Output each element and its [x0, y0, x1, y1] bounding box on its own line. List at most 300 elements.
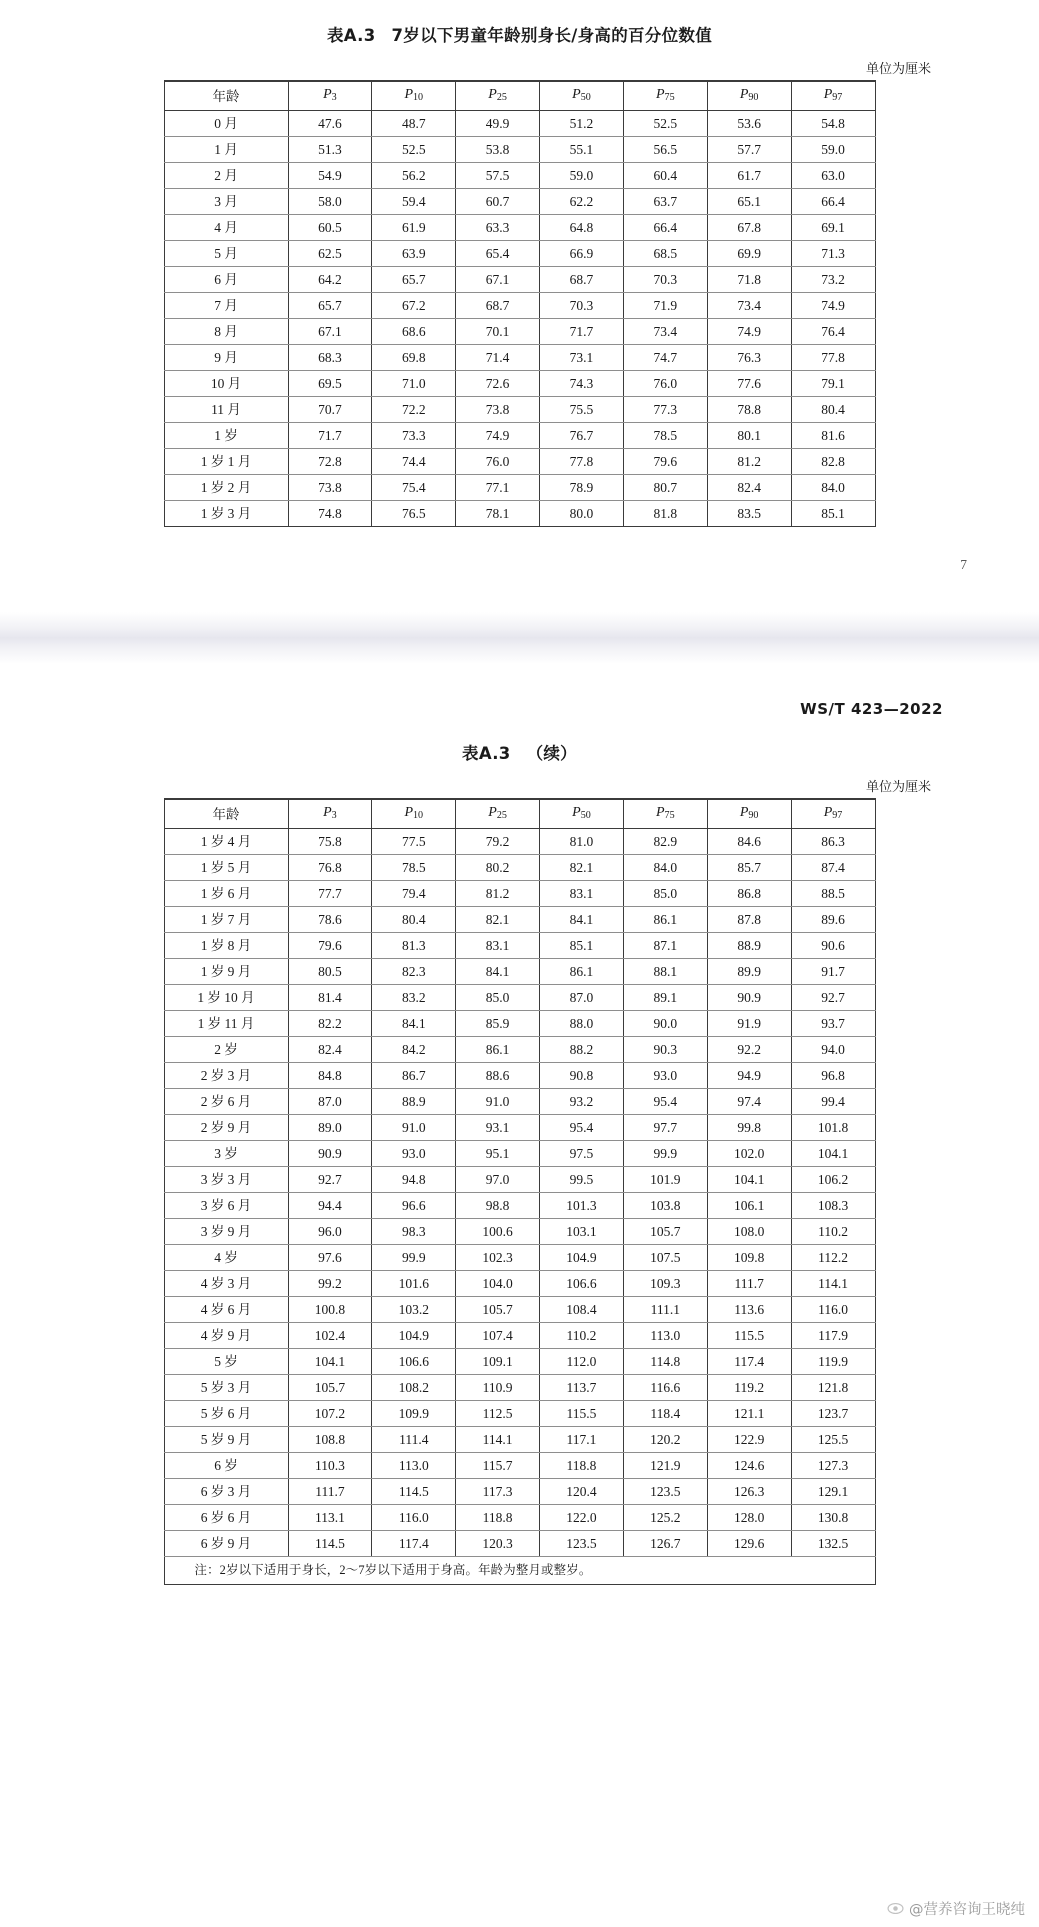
cell-p97: 106.2 [791, 1167, 875, 1193]
cell-p75: 77.3 [623, 397, 707, 423]
cell-p10: 86.7 [372, 1063, 456, 1089]
cell-p50: 77.8 [540, 449, 624, 475]
table-row [164, 1375, 875, 1401]
cell-p75: 101.9 [623, 1167, 707, 1193]
cell-p90: 78.8 [707, 397, 791, 423]
cell-age: 1 岁 5 月 [164, 855, 288, 881]
cell-p50: 101.3 [540, 1193, 624, 1219]
cell-p25: 105.7 [456, 1297, 540, 1323]
cell-p25: 107.4 [456, 1323, 540, 1349]
table-a3-title [0, 0, 1039, 48]
cell-p25: 63.3 [456, 215, 540, 241]
table-header-row [164, 799, 875, 829]
cell-p90: 124.6 [707, 1453, 791, 1479]
cell-p90: 113.6 [707, 1297, 791, 1323]
cell-p10: 106.6 [372, 1349, 456, 1375]
cell-p25: 67.1 [456, 267, 540, 293]
cell-p97: 74.9 [791, 293, 875, 319]
cell-p50: 76.7 [540, 423, 624, 449]
cell-p50: 104.9 [540, 1245, 624, 1271]
table-note-row [164, 1557, 875, 1585]
cell-p50: 97.5 [540, 1141, 624, 1167]
cell-p50: 108.4 [540, 1297, 624, 1323]
cell-p25: 86.1 [456, 1037, 540, 1063]
cell-p75: 111.1 [623, 1297, 707, 1323]
weibo-eye-icon [887, 1900, 904, 1917]
cell-p25: 98.8 [456, 1193, 540, 1219]
cell-age: 2 月 [164, 163, 288, 189]
table-row [164, 423, 875, 449]
cell-p25: 77.1 [456, 475, 540, 501]
cell-p97: 71.3 [791, 241, 875, 267]
cell-p97: 125.5 [791, 1427, 875, 1453]
cell-p50: 73.1 [540, 345, 624, 371]
table-a3-title-prefix: 表A.3 [326, 26, 376, 45]
cell-age: 1 岁 11 月 [164, 1011, 288, 1037]
cell-p75: 93.0 [623, 1063, 707, 1089]
table-row [164, 1193, 875, 1219]
cell-p50: 103.1 [540, 1219, 624, 1245]
table-a3-title-text: 7岁以下男童年龄别身长/身高的百分位数值 [391, 26, 713, 45]
cell-p25: 81.2 [456, 881, 540, 907]
cell-p3: 58.0 [288, 189, 372, 215]
cell-age: 6 岁 9 月 [164, 1531, 288, 1557]
cell-p90: 87.8 [707, 907, 791, 933]
cell-p3: 82.2 [288, 1011, 372, 1037]
cell-p97: 59.0 [791, 137, 875, 163]
cell-p50: 117.1 [540, 1427, 624, 1453]
cell-p10: 80.4 [372, 907, 456, 933]
cell-p50: 115.5 [540, 1401, 624, 1427]
cell-p25: 73.8 [456, 397, 540, 423]
document-page-1 [0, 0, 1039, 612]
table-a3-cont-title-prefix: 表A.3 [462, 744, 511, 763]
cell-p50: 51.2 [540, 111, 624, 137]
table-a3-header [164, 81, 875, 111]
cell-p75: 81.8 [623, 501, 707, 527]
cell-p97: 80.4 [791, 397, 875, 423]
column-header-age: 年龄 [164, 799, 288, 829]
cell-p3: 65.7 [288, 293, 372, 319]
cell-p75: 118.4 [623, 1401, 707, 1427]
table-row [164, 241, 875, 267]
column-header-subscript: 10 [413, 92, 424, 104]
cell-p50: 95.4 [540, 1115, 624, 1141]
cell-p25: 109.1 [456, 1349, 540, 1375]
cell-p3: 73.8 [288, 475, 372, 501]
cell-p97: 119.9 [791, 1349, 875, 1375]
column-header-subscript: 10 [413, 810, 424, 822]
cell-age: 5 岁 3 月 [164, 1375, 288, 1401]
cell-p97: 123.7 [791, 1401, 875, 1427]
table-row [164, 1531, 875, 1557]
cell-p3: 104.1 [288, 1349, 372, 1375]
cell-p25: 71.4 [456, 345, 540, 371]
cell-p75: 121.9 [623, 1453, 707, 1479]
cell-age: 1 岁 8 月 [164, 933, 288, 959]
cell-p25: 65.4 [456, 241, 540, 267]
cell-age: 1 岁 [164, 423, 288, 449]
cell-p97: 54.8 [791, 111, 875, 137]
cell-p90: 74.9 [707, 319, 791, 345]
cell-p3: 99.2 [288, 1271, 372, 1297]
cell-p97: 69.1 [791, 215, 875, 241]
cell-p75: 103.8 [623, 1193, 707, 1219]
cell-p50: 55.1 [540, 137, 624, 163]
cell-p3: 69.5 [288, 371, 372, 397]
page-separator [0, 612, 1039, 664]
cell-p75: 126.7 [623, 1531, 707, 1557]
cell-p50: 66.9 [540, 241, 624, 267]
cell-p3: 74.8 [288, 501, 372, 527]
cell-p50: 71.7 [540, 319, 624, 345]
cell-p3: 114.5 [288, 1531, 372, 1557]
cell-age: 2 岁 3 月 [164, 1063, 288, 1089]
page-number: 7 [960, 557, 967, 573]
cell-age: 6 岁 [164, 1453, 288, 1479]
cell-p25: 76.0 [456, 449, 540, 475]
cell-age: 2 岁 [164, 1037, 288, 1063]
cell-p97: 87.4 [791, 855, 875, 881]
cell-p97: 89.6 [791, 907, 875, 933]
cell-p75: 76.0 [623, 371, 707, 397]
cell-p90: 71.8 [707, 267, 791, 293]
cell-p75: 86.1 [623, 907, 707, 933]
column-header-p50: $P_{50}$ [540, 799, 624, 829]
cell-p50: 83.1 [540, 881, 624, 907]
cell-p25: 74.9 [456, 423, 540, 449]
watermark-text: @营养咨询王晓纯 [909, 1902, 1025, 1918]
cell-p10: 65.7 [372, 267, 456, 293]
table-row [164, 215, 875, 241]
column-header-p10: $P_{10}$ [372, 799, 456, 829]
cell-age: 5 岁 9 月 [164, 1427, 288, 1453]
cell-p75: 99.9 [623, 1141, 707, 1167]
cell-p75: 82.9 [623, 829, 707, 855]
cell-p10: 77.5 [372, 829, 456, 855]
cell-p10: 99.9 [372, 1245, 456, 1271]
cell-p50: 93.2 [540, 1089, 624, 1115]
cell-p3: 71.7 [288, 423, 372, 449]
table-row [164, 1479, 875, 1505]
cell-p75: 84.0 [623, 855, 707, 881]
table-row [164, 959, 875, 985]
cell-p90: 90.9 [707, 985, 791, 1011]
cell-p50: 88.0 [540, 1011, 624, 1037]
cell-p10: 81.3 [372, 933, 456, 959]
cell-p90: 85.7 [707, 855, 791, 881]
cell-p50: 78.9 [540, 475, 624, 501]
cell-p3: 100.8 [288, 1297, 372, 1323]
cell-p3: 92.7 [288, 1167, 372, 1193]
cell-p3: 111.7 [288, 1479, 372, 1505]
cell-p25: 79.2 [456, 829, 540, 855]
table-row [164, 1245, 875, 1271]
cell-age: 4 岁 [164, 1245, 288, 1271]
cell-p25: 53.8 [456, 137, 540, 163]
cell-p97: 85.1 [791, 501, 875, 527]
table-row [164, 1427, 875, 1453]
cell-p90: 121.1 [707, 1401, 791, 1427]
cell-p3: 102.4 [288, 1323, 372, 1349]
column-header-subscript: 3 [331, 810, 337, 822]
table-row [164, 1297, 875, 1323]
cell-p10: 101.6 [372, 1271, 456, 1297]
cell-p3: 108.8 [288, 1427, 372, 1453]
cell-p90: 108.0 [707, 1219, 791, 1245]
cell-p10: 88.9 [372, 1089, 456, 1115]
cell-p25: 72.6 [456, 371, 540, 397]
cell-p10: 84.1 [372, 1011, 456, 1037]
cell-p50: 80.0 [540, 501, 624, 527]
cell-age: 1 岁 3 月 [164, 501, 288, 527]
cell-p25: 85.0 [456, 985, 540, 1011]
column-header-subscript: 75 [664, 92, 675, 104]
cell-p97: 90.6 [791, 933, 875, 959]
cell-p25: 95.1 [456, 1141, 540, 1167]
cell-p90: 53.6 [707, 111, 791, 137]
cell-p97: 117.9 [791, 1323, 875, 1349]
cell-p97: 127.3 [791, 1453, 875, 1479]
column-header-subscript: 75 [664, 810, 675, 822]
column-header-p25: $P_{25}$ [456, 81, 540, 111]
cell-p10: 108.2 [372, 1375, 456, 1401]
cell-p75: 70.3 [623, 267, 707, 293]
cell-p10: 94.8 [372, 1167, 456, 1193]
cell-p90: 65.1 [707, 189, 791, 215]
cell-p75: 78.5 [623, 423, 707, 449]
cell-p50: 86.1 [540, 959, 624, 985]
cell-age: 4 月 [164, 215, 288, 241]
cell-p10: 75.4 [372, 475, 456, 501]
cell-p25: 60.7 [456, 189, 540, 215]
cell-p75: 71.9 [623, 293, 707, 319]
cell-p50: 88.2 [540, 1037, 624, 1063]
cell-p10: 72.2 [372, 397, 456, 423]
cell-p90: 128.0 [707, 1505, 791, 1531]
cell-p10: 61.9 [372, 215, 456, 241]
cell-p3: 113.1 [288, 1505, 372, 1531]
column-header-subscript: 90 [748, 810, 759, 822]
column-header-subscript: 25 [496, 810, 507, 822]
cell-p10: 109.9 [372, 1401, 456, 1427]
cell-p25: 82.1 [456, 907, 540, 933]
cell-p10: 74.4 [372, 449, 456, 475]
cell-p10: 56.2 [372, 163, 456, 189]
cell-p75: 52.5 [623, 111, 707, 137]
cell-p97: 82.8 [791, 449, 875, 475]
cell-p25: 84.1 [456, 959, 540, 985]
cell-p10: 84.2 [372, 1037, 456, 1063]
table-a3-cont-body [164, 829, 875, 1585]
cell-p50: 113.7 [540, 1375, 624, 1401]
cell-p97: 93.7 [791, 1011, 875, 1037]
cell-p97: 116.0 [791, 1297, 875, 1323]
cell-age: 4 岁 9 月 [164, 1323, 288, 1349]
cell-p97: 129.1 [791, 1479, 875, 1505]
cell-p50: 120.4 [540, 1479, 624, 1505]
cell-p10: 73.3 [372, 423, 456, 449]
document-page-2 [0, 664, 1039, 1927]
table-a3-cont-title [0, 718, 1039, 766]
cell-age: 4 岁 6 月 [164, 1297, 288, 1323]
cell-p50: 99.5 [540, 1167, 624, 1193]
cell-p25: 68.7 [456, 293, 540, 319]
cell-p90: 117.4 [707, 1349, 791, 1375]
cell-p90: 111.7 [707, 1271, 791, 1297]
column-header-p75: $P_{75}$ [623, 81, 707, 111]
table-row [164, 1323, 875, 1349]
cell-p10: 98.3 [372, 1219, 456, 1245]
cell-p50: 75.5 [540, 397, 624, 423]
cell-age: 6 月 [164, 267, 288, 293]
cell-p90: 119.2 [707, 1375, 791, 1401]
cell-p3: 78.6 [288, 907, 372, 933]
cell-p50: 118.8 [540, 1453, 624, 1479]
cell-p10: 59.4 [372, 189, 456, 215]
cell-p10: 113.0 [372, 1453, 456, 1479]
cell-p25: 83.1 [456, 933, 540, 959]
cell-age: 1 岁 1 月 [164, 449, 288, 475]
column-header-p50: $P_{50}$ [540, 81, 624, 111]
cell-p3: 75.8 [288, 829, 372, 855]
cell-p90: 92.2 [707, 1037, 791, 1063]
cell-p75: 90.0 [623, 1011, 707, 1037]
cell-p50: 110.2 [540, 1323, 624, 1349]
cell-p75: 80.7 [623, 475, 707, 501]
cell-p3: 105.7 [288, 1375, 372, 1401]
cell-p75: 90.3 [623, 1037, 707, 1063]
cell-age: 9 月 [164, 345, 288, 371]
cell-p10: 96.6 [372, 1193, 456, 1219]
cell-p25: 57.5 [456, 163, 540, 189]
cell-p10: 69.8 [372, 345, 456, 371]
cell-p3: 110.3 [288, 1453, 372, 1479]
cell-p75: 109.3 [623, 1271, 707, 1297]
cell-p50: 112.0 [540, 1349, 624, 1375]
column-header-subscript: 90 [748, 92, 759, 104]
cell-p97: 77.8 [791, 345, 875, 371]
cell-p25: 102.3 [456, 1245, 540, 1271]
cell-p3: 107.2 [288, 1401, 372, 1427]
table-a3-cont-unit-label: 单位为厘米 [865, 779, 931, 794]
cell-p3: 67.1 [288, 319, 372, 345]
table-row [164, 319, 875, 345]
cell-p3: 97.6 [288, 1245, 372, 1271]
cell-p10: 68.6 [372, 319, 456, 345]
cell-p75: 85.0 [623, 881, 707, 907]
cell-p10: 48.7 [372, 111, 456, 137]
cell-p97: 112.2 [791, 1245, 875, 1271]
cell-p90: 94.9 [707, 1063, 791, 1089]
cell-age: 1 岁 4 月 [164, 829, 288, 855]
cell-p90: 115.5 [707, 1323, 791, 1349]
cell-p3: 79.6 [288, 933, 372, 959]
table-row [164, 907, 875, 933]
cell-p25: 88.6 [456, 1063, 540, 1089]
cell-p97: 96.8 [791, 1063, 875, 1089]
table-row [164, 1011, 875, 1037]
cell-p90: 86.8 [707, 881, 791, 907]
cell-p90: 67.8 [707, 215, 791, 241]
table-a3-cont-title-text: （续） [526, 744, 577, 763]
cell-age: 6 岁 6 月 [164, 1505, 288, 1531]
cell-age: 1 岁 2 月 [164, 475, 288, 501]
cell-p50: 84.1 [540, 907, 624, 933]
column-header-p25: $P_{25}$ [456, 799, 540, 829]
table-row [164, 137, 875, 163]
cell-p75: 107.5 [623, 1245, 707, 1271]
cell-p90: 77.6 [707, 371, 791, 397]
cell-p97: 110.2 [791, 1219, 875, 1245]
table-row [164, 1063, 875, 1089]
column-header-p3: $P_3$ [288, 81, 372, 111]
table-row [164, 501, 875, 527]
table-row [164, 1401, 875, 1427]
cell-p3: 70.7 [288, 397, 372, 423]
table-row [164, 1219, 875, 1245]
cell-p3: 84.8 [288, 1063, 372, 1089]
cell-p75: 74.7 [623, 345, 707, 371]
cell-p25: 97.0 [456, 1167, 540, 1193]
cell-p75: 95.4 [623, 1089, 707, 1115]
cell-p10: 82.3 [372, 959, 456, 985]
cell-p50: 123.5 [540, 1531, 624, 1557]
column-header-p97: $P_{97}$ [791, 81, 875, 111]
cell-p97: 76.4 [791, 319, 875, 345]
cell-p97: 108.3 [791, 1193, 875, 1219]
cell-p75: 56.5 [623, 137, 707, 163]
table-a3 [164, 80, 876, 527]
cell-p90: 129.6 [707, 1531, 791, 1557]
cell-age: 5 岁 [164, 1349, 288, 1375]
cell-p97: 114.1 [791, 1271, 875, 1297]
cell-p75: 97.7 [623, 1115, 707, 1141]
cell-age: 3 岁 3 月 [164, 1167, 288, 1193]
cell-p50: 59.0 [540, 163, 624, 189]
table-row [164, 397, 875, 423]
cell-p50: 81.0 [540, 829, 624, 855]
cell-p90: 73.4 [707, 293, 791, 319]
cell-p10: 104.9 [372, 1323, 456, 1349]
table-row [164, 267, 875, 293]
column-header-subscript: 97 [832, 810, 843, 822]
column-header-subscript: 3 [331, 92, 337, 104]
cell-age: 8 月 [164, 319, 288, 345]
cell-p90: 83.5 [707, 501, 791, 527]
cell-p3: 62.5 [288, 241, 372, 267]
cell-p10: 78.5 [372, 855, 456, 881]
table-row [164, 449, 875, 475]
cell-age: 4 岁 3 月 [164, 1271, 288, 1297]
cell-p25: 91.0 [456, 1089, 540, 1115]
cell-p25: 117.3 [456, 1479, 540, 1505]
column-header-p90: $P_{90}$ [707, 799, 791, 829]
table-row [164, 829, 875, 855]
cell-age: 1 岁 10 月 [164, 985, 288, 1011]
cell-p90: 122.9 [707, 1427, 791, 1453]
cell-p3: 90.9 [288, 1141, 372, 1167]
cell-p10: 103.2 [372, 1297, 456, 1323]
cell-p97: 94.0 [791, 1037, 875, 1063]
table-a3-cont-header [164, 799, 875, 829]
cell-p3: 64.2 [288, 267, 372, 293]
cell-p75: 63.7 [623, 189, 707, 215]
cell-p3: 82.4 [288, 1037, 372, 1063]
table-row [164, 189, 875, 215]
cell-p10: 67.2 [372, 293, 456, 319]
cell-p75: 105.7 [623, 1219, 707, 1245]
